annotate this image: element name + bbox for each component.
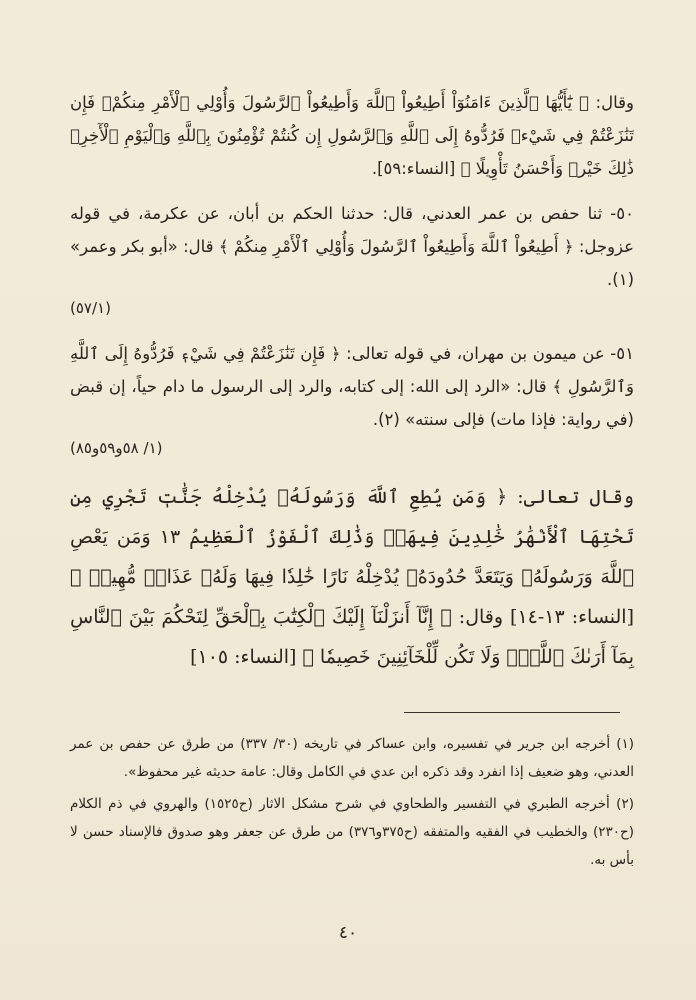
footnotes	[70, 730, 634, 878]
paragraph-text: وقال: ﴿ يَٰٓأَيُّهَا ٱلَّذِينَ ءَامَنُوٓاْ أَطِيعُواْ ٱللَّهَ وَأَطِيعُواْ ٱلرَّسُولَ وَأُوْلِي ٱلْأَمْرِ مِنكُمْۖ فَإِن تَنَٰزَعْتُمْ فِي شَيْءٖ فَرُدُّوهُ إِلَى ٱللَّهِ وَٱلرَّسُولِ إِن كُنتُمْ تُؤْمِنُونَ بِٱللَّهِ وَٱلْيَوْمِ ٱلْأٓخِرِۚ ذَٰلِكَ خَيْرٞ وَأَحْسَنُ تَأْوِيلًا ﴾ [النساء:٥٩].	[70, 93, 634, 178]
paragraph-text: ٥١- عن ميمون بن مهران، في قوله تعالى: ﴿ فَإِن تَنَٰزَعْتُمْ فِي شَيْءٖ فَرُدُّوهُ إِلَى ٱللَّهِ وَٱلرَّسُولِ ﴾ قال: «الرد إلى الله: إلى كتابه، والرد إلى الرسول ما دام حياً، إن قبض (في رواية: فإذا مات) فإلى سنته» (٢).	[70, 344, 634, 429]
page-number: ٤٠	[338, 923, 358, 943]
paragraph-hadith-51	[70, 337, 634, 465]
paragraph-verses-13-14	[70, 477, 634, 677]
paragraph-verse-59	[70, 86, 634, 185]
main-text	[70, 86, 634, 689]
footnote-1: (١) أخرجه ابن جرير في تفسيره، وابن عساكر في تاريخه (٣٠/ ٣٣٧) من طرق عن حفص بن عمر العدني، وهو ضعيف إذا انفرد وقد ذكره ابن عدي في الكامل وقال: عامة حديثه غير محفوظ».	[70, 736, 635, 780]
footnote-divider	[404, 712, 620, 713]
reference: (١/ ٥٨و٥٩و٨٥)	[70, 439, 163, 457]
footnote-2: (٢) أخرجه الطبري في التفسير والطحاوي في شرح مشكل الاثار (ح١٥٢٥) والهروي في ذم الكلام (ح٢٣٠) والخطيب في الفقيه والمتفقه (ح٣٧٥و٣٧٦) من طرق عن جعفر وهو صدوق فالإسناد حسن لا بأس به.	[70, 796, 635, 868]
paragraph-text: وقال تعالى: ﴿ وَمَن يُطِعِ ٱللَّهَ وَرَسُولَهُۥ يُدْخِلْهُ جَنَّٰتٖ تَجْرِي مِن تَحْتِهَا ٱلْأَنْهَٰرُ خَٰلِدِينَ فِيهَاۚ وَذَٰلِكَ ٱلْفَوْزُ ٱلْعَظِيمُ ١٣ وَمَن يَعْصِ ٱللَّهَ وَرَسُولَهُۥ وَيَتَعَدَّ حُدُودَهُۥ يُدْخِلْهُ نَارًا خَٰلِدٗا فِيهَا وَلَهُۥ عَذَابٞ مُّهِينٞ ﴾ [النساء: ١٣-١٤] وقال: ﴿ إِنَّآ أَنزَلْنَآ إِلَيْكَ ٱلْكِتَٰبَ بِٱلْحَقِّ لِتَحْكُمَ بَيْنَ ٱلنَّاسِ بِمَآ أَرَىٰكَ ٱللَّهُۚ وَلَا تَكُن لِّلْخَآئِنِينَ خَصِيمٗا ﴾ [النساء: ١٠٥]	[70, 486, 634, 668]
paragraph-text: ٥٠- ثنا حفص بن عمر العدني، قال: حدثنا الحكم بن أبان، عن عكرمة، في قوله عزوجل: ﴿ أَطِيعُواْ ٱللَّهَ وَأَطِيعُواْ ٱلرَّسُولَ وَأُوْلِي ٱلْأَمْرِ مِنكُمْ ﴾ قال: «أبو بكر وعمر» (١).	[70, 204, 634, 289]
paragraph-hadith-50	[70, 197, 634, 325]
reference: (٥٧/١)	[70, 299, 111, 317]
